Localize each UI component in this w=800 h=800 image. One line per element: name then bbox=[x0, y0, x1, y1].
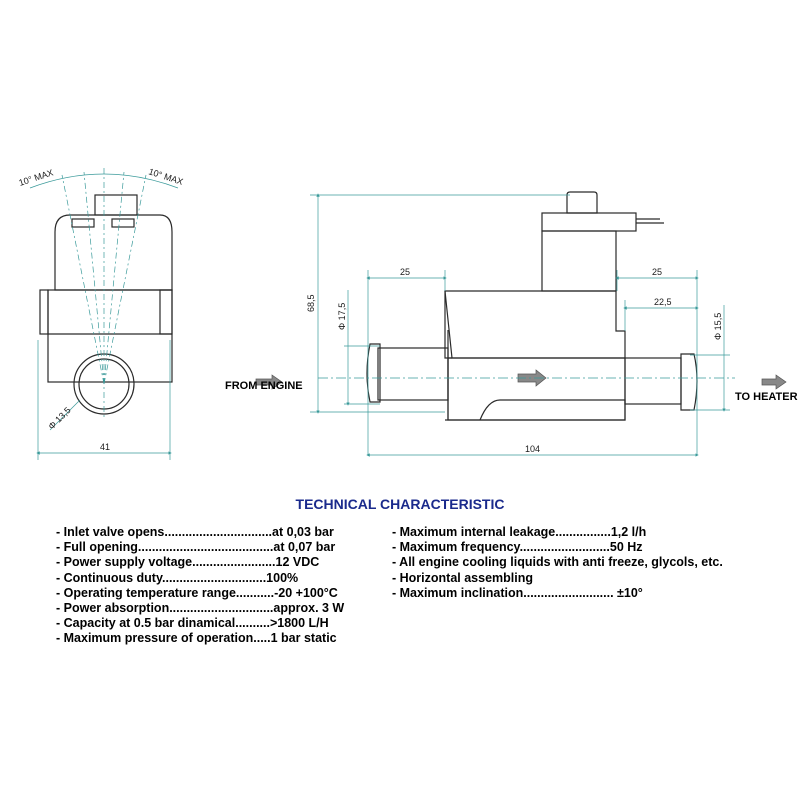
side-connector-cap bbox=[95, 195, 137, 215]
outlet-pipe bbox=[625, 358, 681, 404]
front-solenoid-coil bbox=[542, 231, 616, 291]
dim-outlet-length: 25 bbox=[652, 267, 663, 277]
spec-item: - Horizontal assembling bbox=[392, 570, 533, 585]
side-body bbox=[48, 290, 172, 382]
spec-item: - All engine cooling liquids with anti freeze, glycols, etc. bbox=[392, 555, 723, 570]
spec-list-left bbox=[56, 525, 344, 647]
spec-item: - Power supply voltage........................12 VDC bbox=[56, 555, 320, 570]
dim-outlet-diameter: Φ 15,5 bbox=[713, 312, 723, 340]
side-flange-right bbox=[160, 290, 172, 334]
front-view bbox=[256, 192, 786, 455]
angle-label-right: 10° MAX bbox=[147, 166, 185, 187]
side-view bbox=[30, 168, 178, 460]
front-chamber bbox=[448, 358, 625, 420]
side-terminal-right bbox=[112, 219, 134, 227]
spec-item: - Continuous duty..............................100% bbox=[56, 570, 299, 585]
front-connector-cap bbox=[567, 192, 597, 213]
spec-item: - Operating temperature range...........-20 +100°C bbox=[56, 585, 338, 600]
angle-label-left: 10° MAX bbox=[17, 167, 55, 188]
label-from-engine: FROM ENGINE bbox=[225, 380, 303, 392]
dim-total-length: 104 bbox=[525, 444, 541, 454]
side-terminal-left bbox=[72, 219, 94, 227]
front-solenoid-top bbox=[542, 213, 636, 231]
spec-item: - Full opening.......................................at 0,07 bar bbox=[56, 540, 336, 555]
spec-item: - Maximum frequency..........................50 Hz bbox=[392, 540, 643, 555]
dim-outlet-inner: 22,5 bbox=[654, 297, 672, 307]
spec-item: - Power absorption..............................approx. 3 W bbox=[56, 601, 345, 616]
spec-list-right bbox=[392, 525, 723, 601]
outlet-flow-arrow bbox=[762, 375, 786, 389]
dim-side-port-diameter: Φ 13,5 bbox=[46, 405, 73, 432]
spec-item: - Maximum inclination.......................... ±10° bbox=[392, 585, 643, 600]
side-flange-left bbox=[40, 290, 48, 334]
dim-side-width: 41 bbox=[100, 442, 111, 452]
dim-inlet-length: 25 bbox=[400, 267, 411, 277]
dim-inlet-diameter: Φ 17,5 bbox=[337, 302, 347, 330]
front-valve-body bbox=[445, 291, 625, 358]
tech-title: TECHNICAL CHARACTERISTIC bbox=[295, 496, 505, 512]
label-to-heater: TO HEATER bbox=[735, 391, 798, 403]
spec-item: - Inlet valve opens...............................at 0,03 bar bbox=[56, 525, 334, 539]
spec-item: - Maximum internal leakage................1,2 l/h bbox=[392, 525, 647, 539]
inlet-pipe bbox=[378, 348, 448, 400]
dim-height: 68,5 bbox=[306, 294, 316, 312]
outlet-barb bbox=[681, 354, 697, 410]
spec-item: - Capacity at 0.5 bar dinamical..........>1800 L/H bbox=[56, 616, 329, 631]
spec-item: - Maximum pressure of operation.....1 bar static bbox=[56, 631, 337, 646]
